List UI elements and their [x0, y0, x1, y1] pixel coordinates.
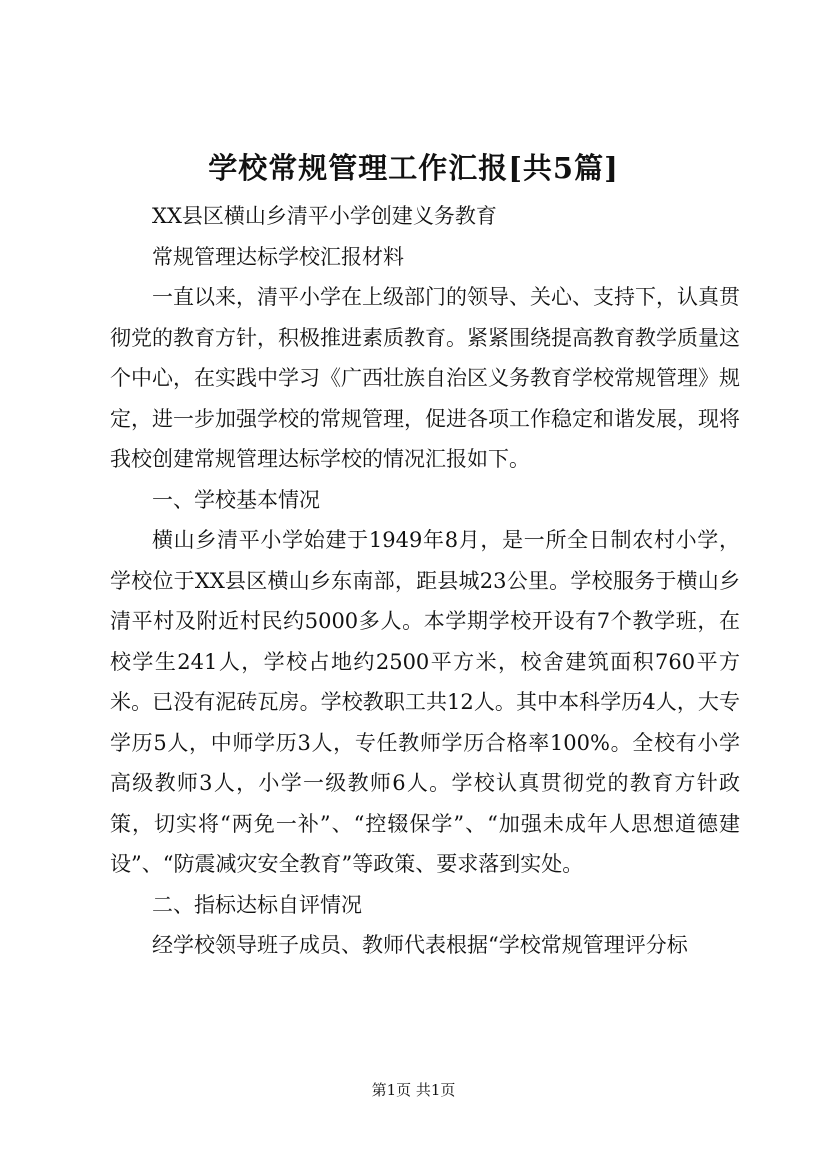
section-1-heading: 一、学校基本情况: [152, 487, 320, 512]
subtitle-line-1: XX县区横山乡清平小学创建义务教育: [152, 204, 497, 228]
section-2-paragraph: 经学校领导班子成员、教师代表根据“学校常规管理评分标: [152, 933, 688, 957]
document-body: [110, 196, 740, 966]
page-footer: 第1页 共1页: [371, 1081, 456, 1099]
subtitle-line-2: 常规管理达标学校汇报材料: [152, 244, 404, 269]
section-2-heading: 二、指标达标自评情况: [152, 892, 362, 917]
document-title: 学校常规管理工作汇报[共5篇]: [208, 151, 619, 185]
intro-paragraph: 一直以来，清平小学在上级部门的领导、关心、支持下，认真贯彻党的教育方针，积极推进素质教育。紧紧围绕提高教育教学质量这个中心，在实践中学习《广西壮族自治区义务教育学校常规管理》规定，进一步加强学校的常规管理，促进各项工作稳定和谐发展，现将我校创建常规管理达标学校的情况汇报如下。: [110, 285, 740, 471]
section-1-paragraph: 横山乡清平小学始建于1949年8月，是一所全日制农村小学，学校位于XX县区横山乡东南部，距县城23公里。学校服务于横山乡清平村及附近村民约5000多人。本学期学校开设有7个教学班，在校学生241人，学校占地约2500平方米，校舍建筑面积760平方米。已没有泥砖瓦房。学校教职工共12人。其中本科学历4人，大专学历5人，中师学历3人，专任教师学历合格率100%。全校有小学高级教师3人，小学一级教师6人。学校认真贯彻党的教育方针政策，切实将“两免一补”、“控辍保学”、“加强未成年人思想道德建设”、“防震减灾安全教育”等政策、要求落到实处。: [110, 528, 740, 876]
